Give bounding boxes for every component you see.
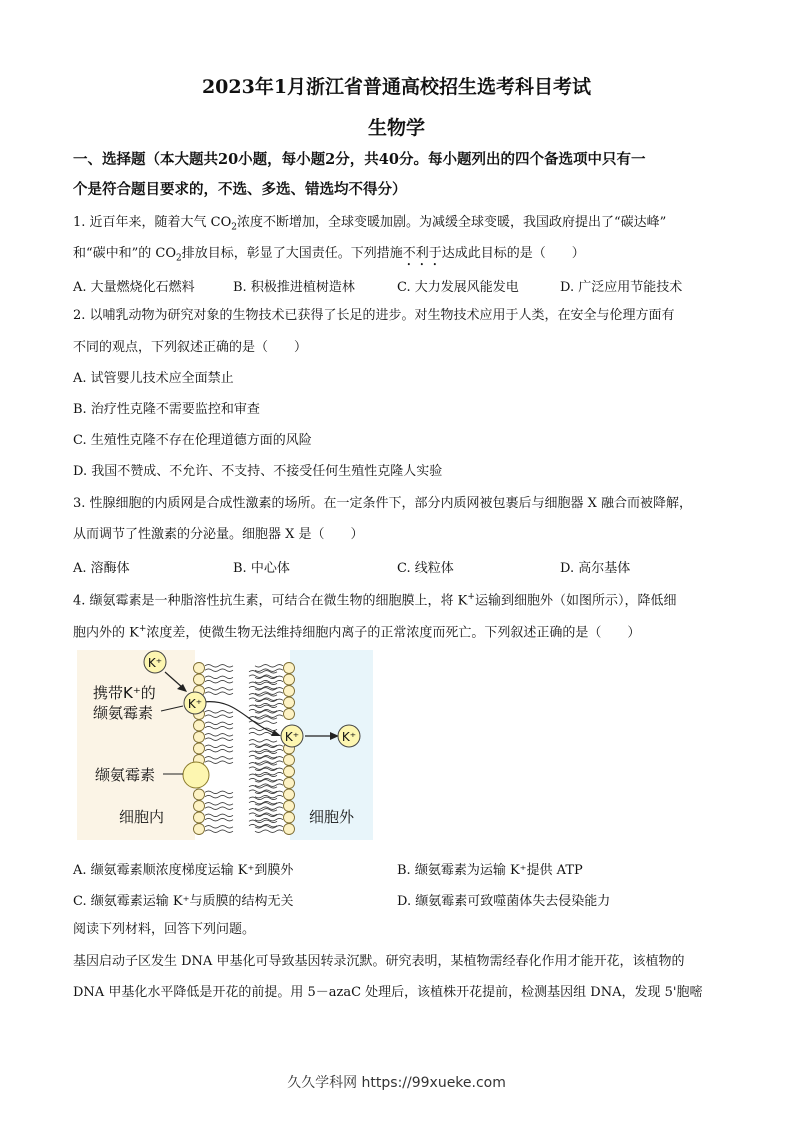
lipid-tail bbox=[205, 715, 233, 718]
lipid-tail bbox=[255, 665, 283, 668]
lipid-tail bbox=[205, 803, 233, 806]
exam-title: 2023年1月浙江省普通高校招生选考科目考试 bbox=[201, 76, 592, 98]
q1-option-b: B. 积极推进植树造林 bbox=[233, 280, 355, 295]
label-valinomycin: 缬氨霉素 bbox=[95, 766, 156, 784]
svg-text:K⁺: K⁺ bbox=[341, 730, 357, 744]
q3-stem-line2: 从而调节了性激素的分泌量。细胞器 X 是（ ） bbox=[73, 527, 364, 542]
k-ion-outside bbox=[338, 725, 360, 747]
lipid-tail bbox=[205, 814, 233, 817]
lipid-tail bbox=[205, 680, 233, 683]
lipid-tail bbox=[205, 826, 233, 829]
q4-option-c: C. 缬氨霉素运输 K⁺与质膜的结构无关 bbox=[73, 894, 294, 909]
footer-watermark: 久久学科网 https://99xueke.com bbox=[287, 1075, 506, 1091]
lipid-head bbox=[284, 697, 295, 708]
reading-intro: 阅读下列材料，回答下列问题。 bbox=[73, 922, 256, 937]
q2-stem-line1: 2. 以哺乳动物为研究对象的生物技术已获得了长足的进步。对生物技术应用于人类，在安全与伦理方面有 bbox=[73, 308, 675, 323]
lipid-head bbox=[194, 743, 205, 754]
lipid-head bbox=[194, 801, 205, 812]
lipid-head bbox=[284, 709, 295, 720]
emphasis-text: 不利于 bbox=[402, 246, 442, 261]
q1-stem-line2: 和“碳中和”的 $CO_2$排放目标，彰显了大国责任。下列措施不利于达成此目标的是（ ） bbox=[73, 246, 585, 264]
q4-option-a: A. 缬氨霉素顺浓度梯度运输 K⁺到膜外 bbox=[73, 863, 294, 878]
lipid-head bbox=[284, 663, 295, 674]
lipid-tail bbox=[205, 692, 233, 695]
q3-option-c: C. 线粒体 bbox=[397, 561, 454, 576]
valinomycin-diagram bbox=[77, 650, 377, 842]
lipid-head bbox=[194, 720, 205, 731]
q3-stem-line1: 3. 性腺细胞的内质网是合成性激素的场所。在一定条件下，部分内质网被包裹后与细胞器 X 融合而被降解， bbox=[73, 496, 693, 511]
lipid-tail bbox=[205, 688, 233, 691]
exam-subject: 生物学 bbox=[367, 117, 425, 139]
section-heading-line2: 个是符合题目要求的，不选、多选、错选均不得分） bbox=[73, 181, 407, 198]
q2-option-c: C. 生殖性克隆不存在伦理道德方面的风险 bbox=[73, 433, 312, 448]
q1-stem-line1: 1. 近百年来，随着大气 $CO_2$浓度不断增加，全球变暖加剧。为减缓全球变暖，我国政府提出了“碳达峰” bbox=[73, 215, 667, 233]
q1-option-c: C. 大力发展风能发电 bbox=[397, 280, 519, 295]
q4-stem-line1: 4. 缬氨霉素是一种脂溶性抗生素，可结合在微生物的细胞膜上，将 K+运输到细胞外（如图所示），降低细 bbox=[73, 592, 677, 609]
lipid-head bbox=[194, 674, 205, 685]
reading-paragraph-line2: DNA 甲基化水平降低是开花的前提。用 5－azaC 处理后，该植株开花提前，检测基因组 DNA，发现 5'胞嘧 bbox=[73, 985, 703, 1000]
lipid-tail bbox=[249, 740, 277, 743]
label-cell-outside: 细胞外 bbox=[309, 808, 355, 826]
q1-option-a: A. 大量燃烧化石燃料 bbox=[73, 280, 195, 295]
q4-option-b: B. 缬氨霉素为运输 K⁺提供 ATP bbox=[397, 863, 583, 878]
lipid-tail bbox=[205, 807, 233, 810]
k-ion-carrier bbox=[184, 692, 206, 714]
k-ion-inside bbox=[144, 651, 166, 673]
lipid-head bbox=[284, 674, 295, 685]
k-ion-in-membrane bbox=[281, 725, 303, 747]
label-carrier-line2: 缬氨霉素 bbox=[93, 704, 154, 722]
lipid-tail bbox=[205, 738, 233, 741]
lipid-head bbox=[284, 789, 295, 800]
lipid-tail bbox=[205, 830, 233, 833]
lipid-head bbox=[194, 789, 205, 800]
q2-option-b: B. 治疗性克隆不需要监控和审查 bbox=[73, 402, 260, 417]
svg-text:K⁺: K⁺ bbox=[284, 730, 300, 744]
svg-text:K⁺: K⁺ bbox=[187, 697, 203, 711]
lipid-tail bbox=[205, 791, 233, 794]
q4-option-d: D. 缬氨霉素可致噬菌体失去侵染能力 bbox=[397, 894, 611, 909]
q3-option-b: B. 中心体 bbox=[233, 561, 290, 576]
lipid-tail bbox=[205, 669, 233, 672]
q4-stem-line2: 胞内外的 K+浓度差，使微生物无法维持细胞内离子的正常浓度而死亡。下列叙述正确的是（ ） bbox=[73, 624, 641, 641]
q3-option-d: D. 高尔基体 bbox=[560, 561, 631, 576]
reading-paragraph-line1: 基因启动子区发生 DNA 甲基化可导致基因转录沉默。研究表明，某植物需经春化作用才能开花，该植物的 bbox=[73, 954, 685, 969]
lipid-head bbox=[194, 663, 205, 674]
q2-option-d: D. 我国不赞成、不允许、不支持、不接受任何生殖性克隆人实验 bbox=[73, 464, 443, 479]
lipid-tail bbox=[205, 734, 233, 737]
q1-option-d: D. 广泛应用节能技术 bbox=[560, 280, 683, 295]
lipid-head bbox=[284, 755, 295, 766]
lipid-tail bbox=[205, 818, 233, 821]
lipid-tail bbox=[205, 711, 233, 714]
lipid-head bbox=[194, 824, 205, 835]
lipid-head bbox=[194, 812, 205, 823]
lipid-tail bbox=[205, 745, 233, 748]
q3-option-a: A. 溶酶体 bbox=[73, 561, 130, 576]
label-cell-inside: 细胞内 bbox=[119, 808, 165, 826]
lipid-tail bbox=[205, 795, 233, 798]
lipid-tail bbox=[205, 757, 233, 760]
label-carrier-line1: 携带K⁺的 bbox=[93, 684, 156, 702]
lipid-tail bbox=[249, 728, 277, 731]
lipid-tail bbox=[205, 676, 233, 679]
lipid-head bbox=[284, 824, 295, 835]
lipid-head bbox=[194, 732, 205, 743]
phospholipid-bilayer bbox=[194, 663, 295, 835]
valinomycin-molecule bbox=[183, 762, 209, 788]
section-heading-line1: 一、选择题（本大题共20小题，每小题2分，共40分。每小题列出的四个备选项中只有一 bbox=[73, 151, 646, 168]
q2-stem-line2: 不同的观点，下列叙述正确的是（ ） bbox=[73, 340, 308, 355]
lipid-tail bbox=[205, 665, 233, 668]
lipid-head bbox=[284, 778, 295, 789]
lipid-head bbox=[284, 801, 295, 812]
lipid-tail bbox=[205, 761, 233, 764]
lipid-tail bbox=[205, 726, 233, 729]
lipid-head bbox=[284, 686, 295, 697]
lipid-tail bbox=[205, 722, 233, 725]
q2-option-a: A. 试管婴儿技术应全面禁止 bbox=[73, 371, 234, 386]
lipid-tail bbox=[255, 830, 283, 833]
lipid-head bbox=[284, 766, 295, 777]
lipid-head bbox=[284, 812, 295, 823]
lipid-tail bbox=[205, 749, 233, 752]
svg-text:K⁺: K⁺ bbox=[147, 656, 163, 670]
